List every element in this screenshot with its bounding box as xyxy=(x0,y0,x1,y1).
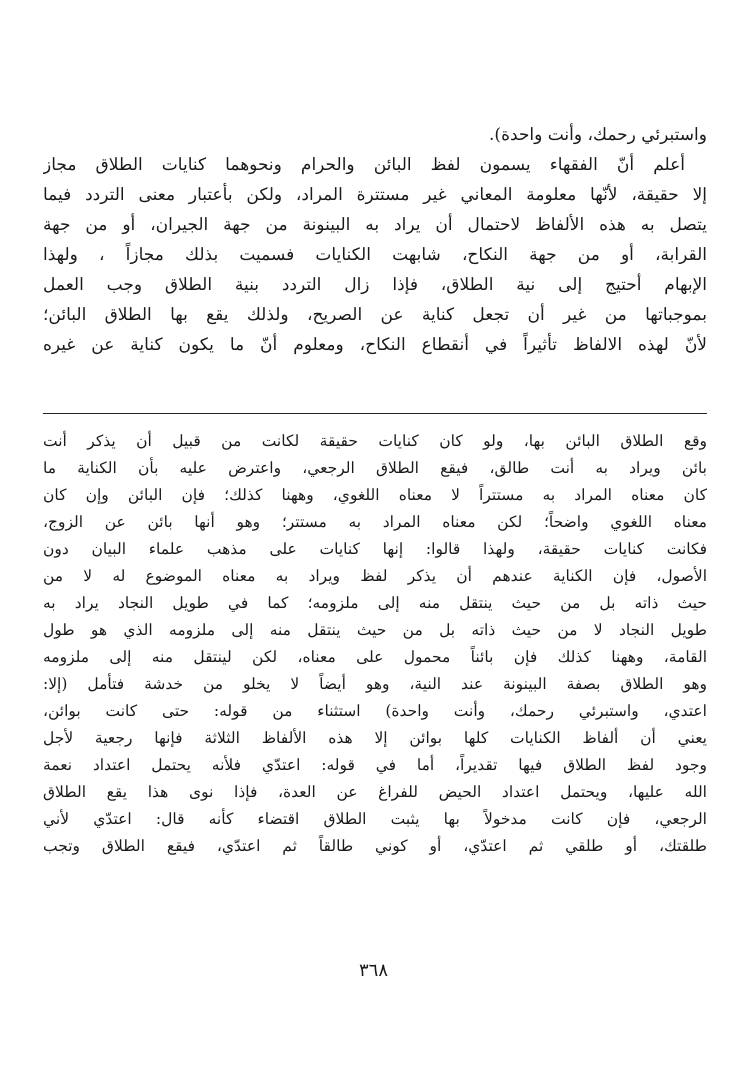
footnote-line: الرجعي، فإن كانت مدخولاً بها يثبت الطلاق اقتضاء كأنه قال: اعتدّي لأني xyxy=(43,810,707,828)
footnote-line: اعتدي، واستبرئي رحمك، وأنت واحدة) استثناء من قوله: حتى كانت بوائن، xyxy=(43,702,707,720)
main-text-line: واستبرئي رحمك، وأنت واحدة). xyxy=(489,125,707,145)
footnote-separator xyxy=(43,413,707,414)
footnote-line: الله عليها، ويحتمل اعتداد الحيض للفراغ عن العدة، فإذا نوى هذا يقع الطلاق xyxy=(43,783,707,801)
footnote-line: يعني أن ألفاظ الكنايات كلها بوائن إلا هذه الألفاظ الثلاثة فإنها رجعية لأجل xyxy=(43,729,707,747)
footnote-line: كان معناه المراد به مستتراً لا معناه اللغوي، وههنا كذلك؛ فإن البائن وإن كان xyxy=(43,486,707,504)
main-text-line: إلا حقيقة، لأنّها معلومة المعاني غير مستترة المراد، ولكن بأعتبار معنى التردد فيما xyxy=(43,185,707,205)
footnote-line: وهو الطلاق بصفة البينونة عند النية، وهو أيضاً لا يخلو من خدشة فتأمل (إلا: xyxy=(43,675,707,693)
footnote-line: معناه اللغوي واضحاً؛ لكن معناه المراد به مستتر؛ وهو أنها بائن عن الزوج، xyxy=(43,513,707,531)
footnote-line: بائن ويراد به أنت طالق، فيقع الطلاق الرجعي، واعترض عليه بأن الكناية ما xyxy=(43,459,707,477)
footnote-text xyxy=(43,428,707,860)
footnote-line: طلقتك، أو طلقي ثم اعتدّي، أو كوني طالقاً ثم اعتدّي، فيقع الطلاق وتجب xyxy=(43,837,707,855)
footnote-line: وجود لفظ الطلاق فيها تقديراً، أما في قوله: اعتدّي فلأنه يحتمل اعتداد نعمة xyxy=(43,756,707,774)
main-text-line: أعلم أنّ الفقهاء يسمون لفظ البائن والحرام ونحوهما كنايات الطلاق مجاز xyxy=(43,155,685,175)
footnote-line: وقع الطلاق البائن بها، ولو كان كنايات حقيقة لكانت من قبيل أن يذكر أنت xyxy=(43,432,707,450)
main-text-line: الإبهام أحتيج إلى نية الطلاق، فإذا زال التردد بنية الطلاق وجب العمل xyxy=(43,275,707,295)
main-text-line: القرابة، أو من جهة النكاح، شابهت الكنايات فسميت بذلك مجازاً ، ولهذا xyxy=(43,245,707,265)
footnote-line: الأصول، فإن الكناية عندهم أن يذكر لفظ ويراد به معناه الموضوع له لا من xyxy=(43,567,707,585)
footnote-line: حيث ذاته بل من حيث ينتقل منه إلى ملزومه؛ كما في طويل النجاد يراد به xyxy=(43,594,707,612)
footnote-line: القامة، وههنا كذلك فإن بائناً محمول على معناه، لكن لينتقل منه إلى ملزومه xyxy=(43,648,707,666)
main-text-line: لأنّ لهذه الالفاظ تأثيراً في أنقطاع النكاح، ومعلوم أنّ ما يكون كناية عن غيره xyxy=(43,335,707,355)
main-text-line: بموجباتها من غير أن تجعل كناية عن الصريح، ولذلك يقع بها الطلاق البائن؛ xyxy=(43,305,707,325)
main-text-line: يتصل به هذه الألفاظ لاحتمال أن يراد به البينونة من جهة الجيران، أو من جهة xyxy=(43,215,707,235)
main-text xyxy=(43,120,707,360)
page-number: ٣٦٨ xyxy=(358,960,388,981)
footnote-line: فكانت كنايات حقيقة، ولهذا قالوا: إنها كنايات على مذهب علماء البيان دون xyxy=(43,540,707,558)
footnote-line: طويل النجاد لا من حيث ذاته بل من حيث ينتقل منه إلى ملزومه الذي هو طول xyxy=(43,621,707,639)
